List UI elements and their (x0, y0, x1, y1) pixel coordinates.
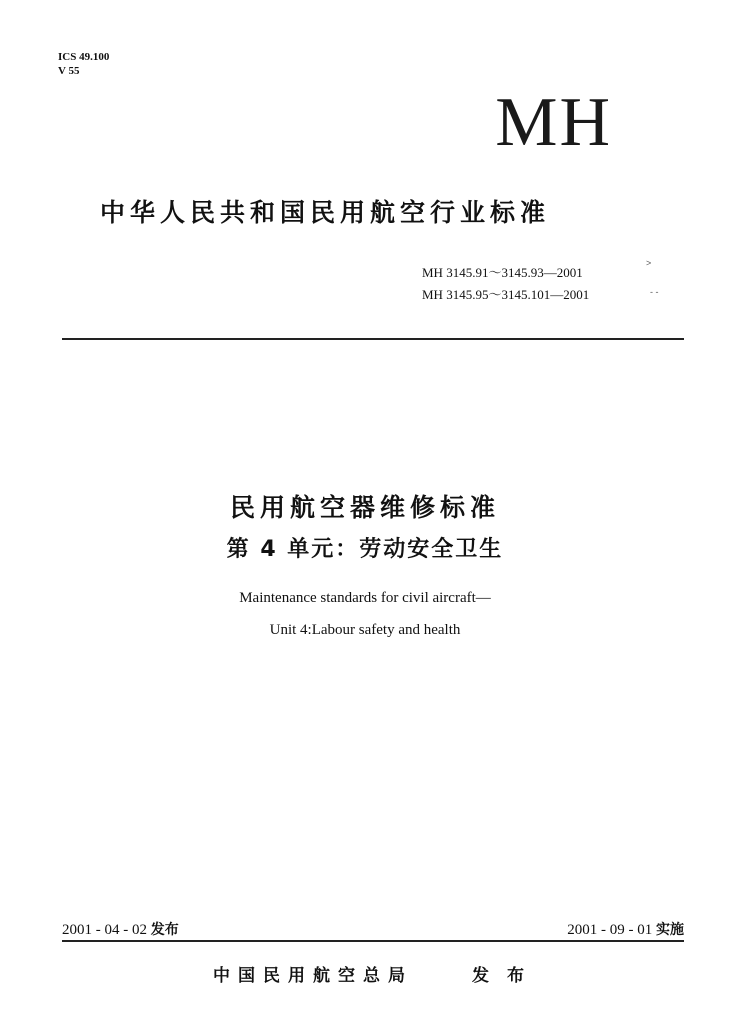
ics-code: ICS 49.100 (58, 51, 110, 63)
bottom-divider (62, 940, 684, 942)
issue-date-value: 2001 - 04 - 02 (62, 922, 147, 938)
issue-date-label: 发布 (150, 922, 179, 938)
scan-speck: - - (650, 287, 659, 297)
class-code: V 55 (58, 65, 80, 77)
classification-codes (58, 50, 109, 78)
issue-date (62, 919, 179, 939)
top-divider (62, 338, 684, 340)
mh-logo: MH (495, 84, 612, 161)
document-title-en-line-1: Maintenance standards for civil aircraft— (239, 590, 491, 606)
document-title-cn: 民用航空器维修标准 (229, 493, 500, 522)
implementation-date-label: 实施 (656, 922, 684, 938)
implementation-date (567, 919, 684, 939)
standard-number-line-1: MH 3145.91～3145.93—2001 (422, 265, 583, 280)
implementation-date-value: 2001 - 09 - 01 (567, 922, 653, 938)
scan-speck: ˃ (646, 258, 652, 268)
document-subtitle-cn: 第 4 单元：劳动安全卫生 (226, 537, 504, 562)
document-title-en-line-2: Unit 4:Labour safety and health (269, 622, 461, 638)
publisher-name: 中国民用航空总局 (213, 966, 413, 986)
standard-title: 中华人民共和国民用航空行业标准 (100, 198, 551, 227)
standard-number-line-2: MH 3145.95～3145.101—2001 (422, 287, 590, 302)
publish-label: 发布 (472, 966, 542, 986)
standard-numbers (422, 262, 589, 306)
